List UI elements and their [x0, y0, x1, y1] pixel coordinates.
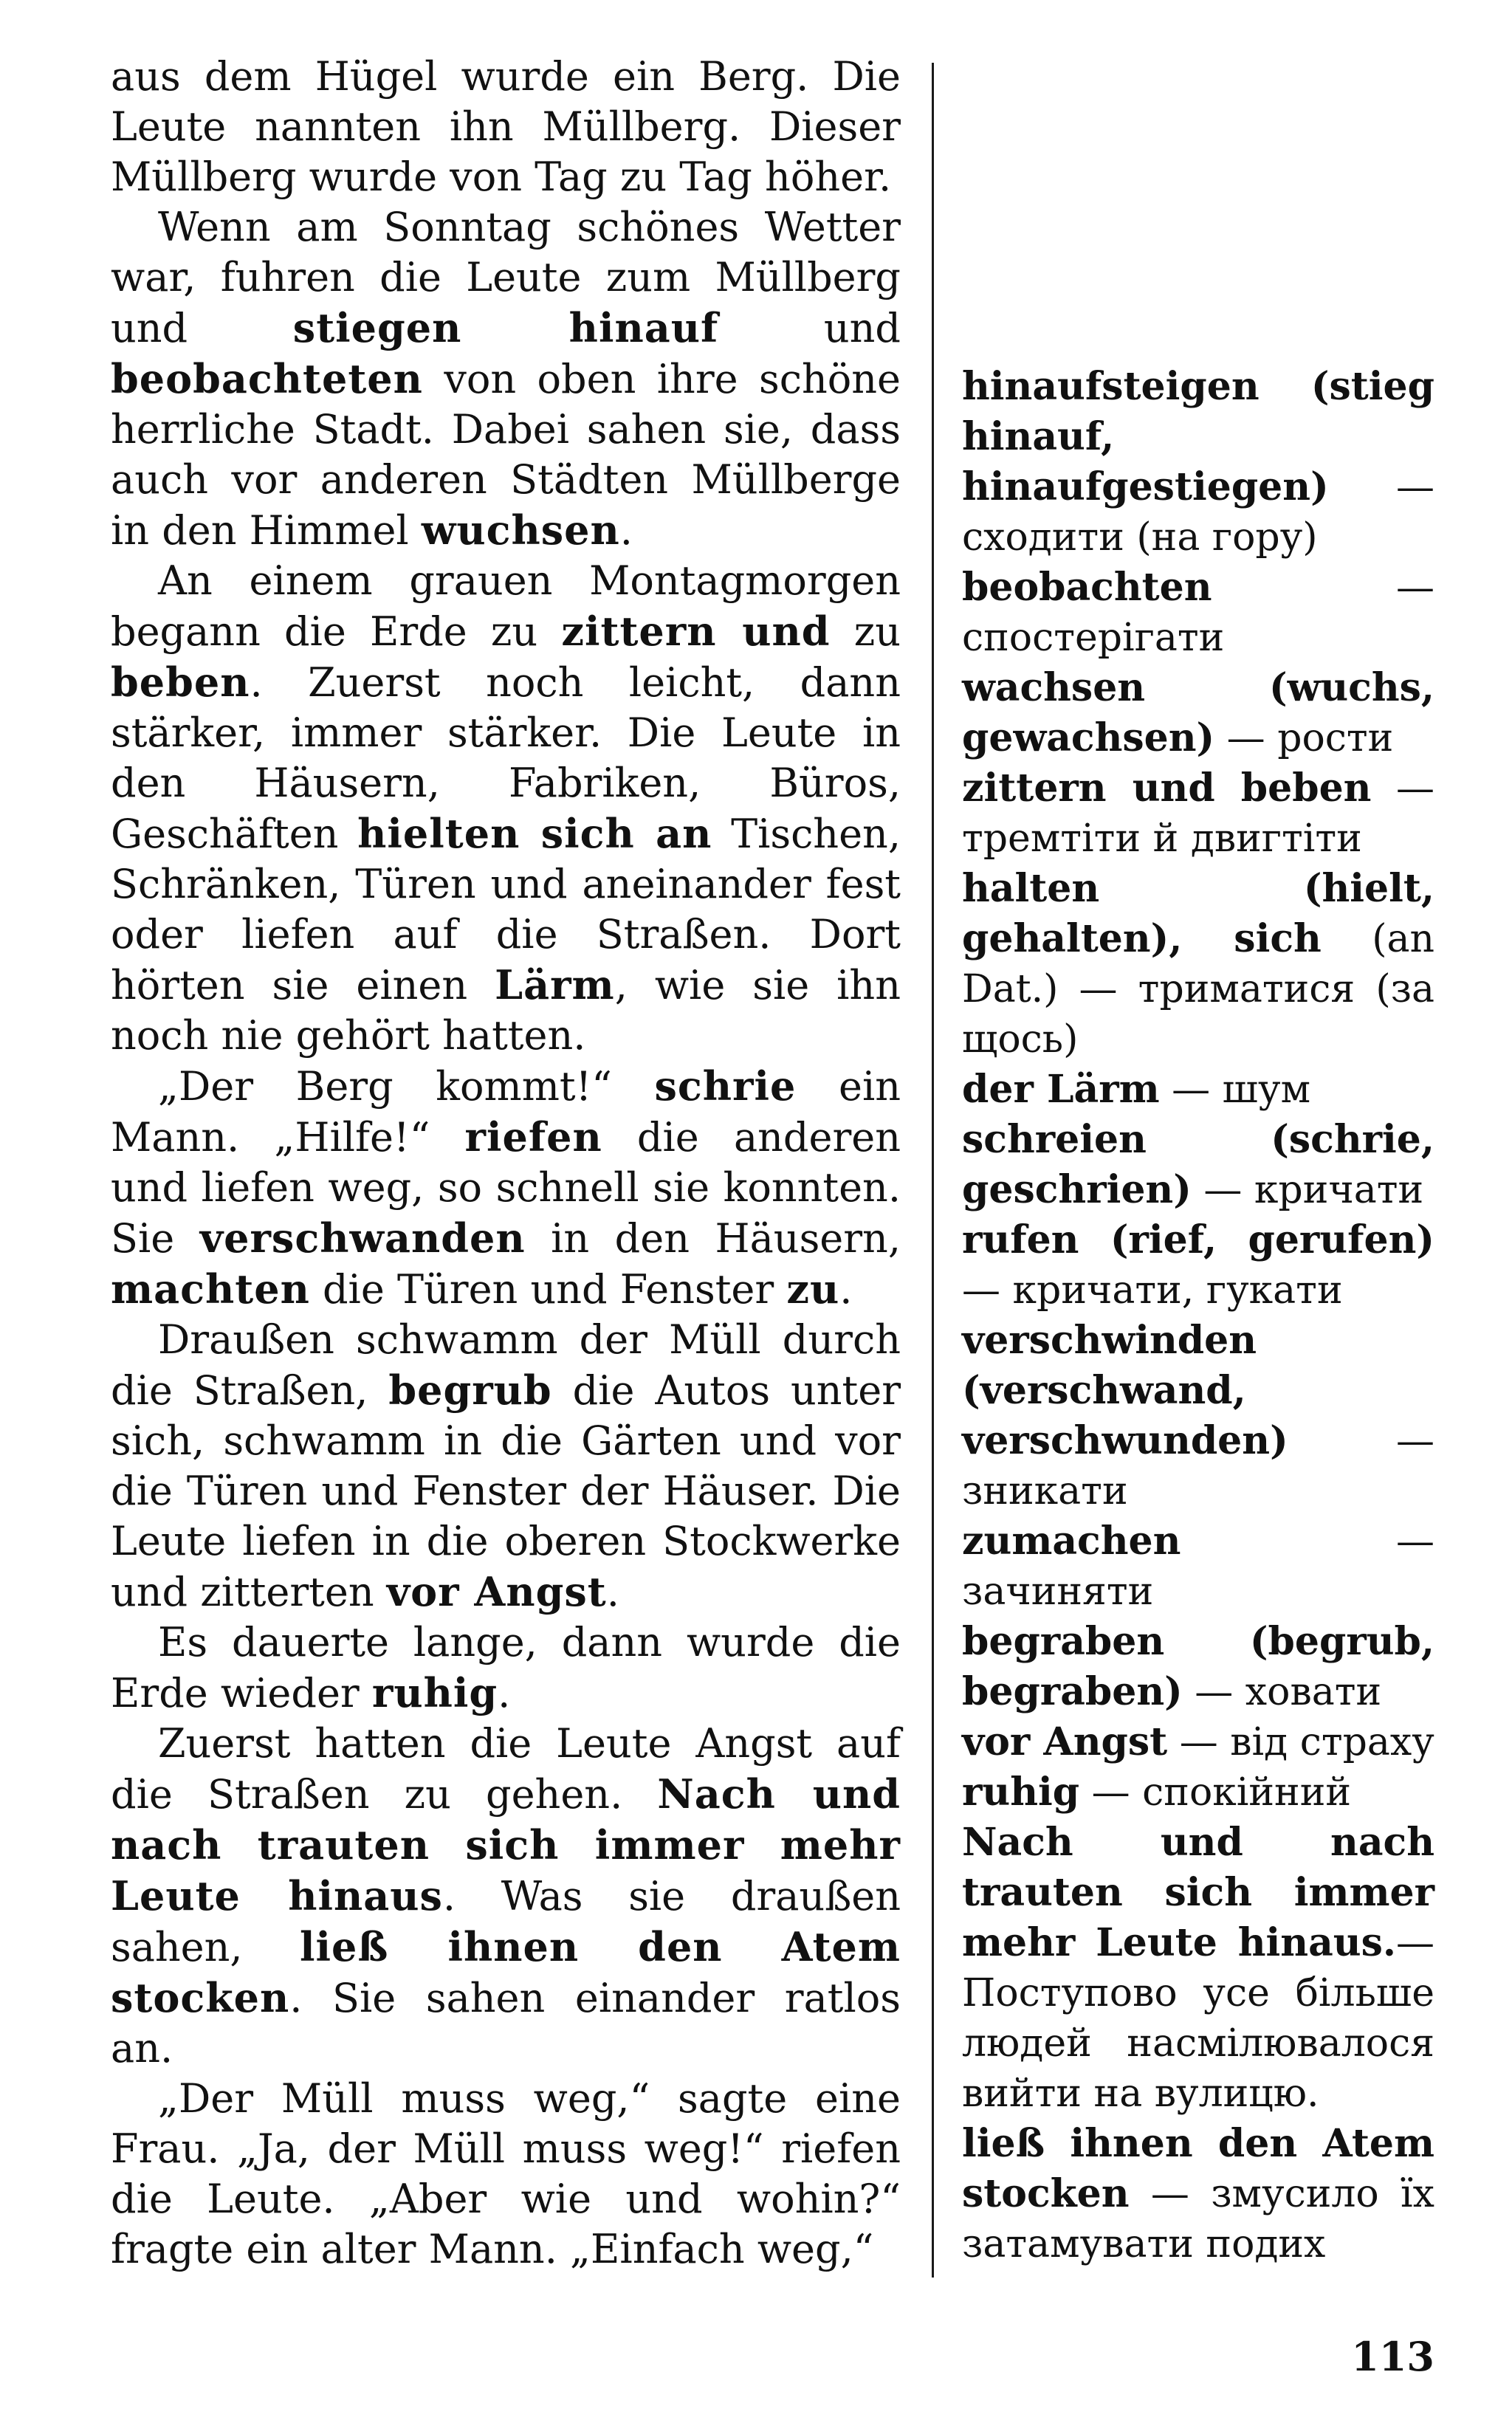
- vocab-entry: [962, 2119, 1434, 2269]
- vocab-translation: — кричати: [1191, 1168, 1424, 1212]
- paragraph-3-text-5: , wie sie ihn noch nie gehört hatten.: [111, 962, 901, 1059]
- vocab-translation: (an Dat.) — триматися (за щось): [962, 917, 1435, 1062]
- paragraph-4-text-5: die Türen und Fenster: [309, 1266, 787, 1313]
- vocab-translation: — сходити (на гору): [962, 465, 1434, 560]
- paragraph-1-text: aus dem Hügel wurde ein Berg. Die Leute nannten ihn Müllberg. Dieser Müllberg wurde von Tag zu Tag höher.: [111, 53, 901, 200]
- vocab-term: ruhig: [962, 1770, 1080, 1815]
- paragraph-7: [111, 1719, 901, 2074]
- vocab-term: halten (hielt, gehalten), sich: [962, 866, 1434, 961]
- highlight-zu: zu: [786, 1265, 840, 1313]
- vocab-term: Nach und nach trauten sich immer mehr Leute hinaus.: [962, 1820, 1434, 1965]
- highlight-riefen: riefen: [464, 1113, 602, 1161]
- vocab-term: begraben (begrub, begraben): [962, 1619, 1434, 1714]
- vocab-term: rufen (rief, gerufen): [962, 1217, 1434, 1262]
- vocab-entry: [962, 663, 1434, 763]
- highlight-zittern-und: zittern und: [561, 608, 831, 655]
- vocab-entry: [962, 1767, 1434, 1818]
- vocab-translation: — шум: [1159, 1068, 1311, 1112]
- highlight-hielten-sich-an: hielten sich an: [357, 810, 712, 857]
- highlight-schrie: schrie: [654, 1062, 797, 1110]
- vocab-term: der Lärm: [962, 1067, 1160, 1112]
- paragraph-7-text-2: . Was sie draußen sahen,: [111, 1873, 901, 1970]
- highlight-nach-und-nach: Nach und nach trauten sich immer mehr Leute hinaus: [111, 1770, 901, 1919]
- highlight-beben: beben: [111, 659, 250, 706]
- vocab-term: vor Angst: [962, 1719, 1168, 1764]
- paragraph-4-text-6: .: [839, 1266, 853, 1313]
- vocab-translation: — змусило їх затамувати подих: [962, 2172, 1434, 2266]
- paragraph-7-text-3: . Sie sahen einander ratlos an.: [111, 1975, 901, 2072]
- paragraph-8-text-1: „Der Müll muss weg,“ sagte eine Frau. „Ja, der Müll muss weg!“ riefen die Leute. „Aber wie und wohin?“ fragte ein alter Mann. „Einfach weg,“: [111, 2075, 901, 2272]
- vocab-translation: — ховати: [1182, 1670, 1382, 1714]
- paragraph-7-text-1: Zuerst hatten die Leute Angst auf die Straßen zu gehen.: [111, 1720, 901, 1818]
- vocab-translation: — від страху: [1167, 1720, 1434, 1764]
- vocab-entry: [962, 1717, 1434, 1767]
- vocab-translation: — зникати: [962, 1419, 1434, 1513]
- paragraph-3-text-3: . Zuerst noch leicht, dann stärker, immer stärker. Die Leute in den Häusern, Fabriken, Büros, Geschäften: [111, 659, 901, 857]
- paragraph-2-text-2: und: [718, 305, 901, 351]
- paragraph-6-text-2: .: [498, 1670, 511, 1716]
- highlight-wuchsen: wuchsen: [421, 506, 620, 554]
- vocab-term: verschwinden (verschwand, verschwunden): [962, 1318, 1288, 1463]
- vocab-translation: — рости: [1214, 716, 1394, 760]
- vocab-entry: [962, 362, 1434, 563]
- paragraph-4: [111, 1061, 901, 1315]
- vocab-translation: — спостерігати: [962, 566, 1434, 660]
- vocab-entry: [962, 1215, 1434, 1316]
- highlight-begrub: begrub: [388, 1367, 552, 1414]
- vocab-entry: [962, 1316, 1434, 1516]
- highlight-ruhig: ruhig: [371, 1669, 498, 1716]
- paragraph-2-text-3: von oben ihre schöne herrliche Stadt. Dabei sahen sie, dass auch vor anderen Städten Müllberge in den Himmel: [111, 356, 901, 554]
- vocabulary-column: [962, 362, 1434, 2269]
- paragraph-2: [111, 202, 901, 556]
- vocab-entry: [962, 1617, 1434, 1717]
- paragraph-3-text-2: zu: [830, 608, 901, 655]
- paragraph-5-text-1: Draußen schwamm der Müll durch die Straßen,: [111, 1316, 901, 1414]
- highlight-vor-angst: vor Angst: [386, 1568, 607, 1615]
- vocab-term: schreien (schrie, geschrien): [962, 1117, 1434, 1212]
- paragraph-2-text-1: Wenn am Sonntag schönes Wetter war, fuhren die Leute zum Müllberg und: [111, 204, 901, 351]
- highlight-machten: machten: [111, 1265, 310, 1313]
- vocab-term: zumachen: [962, 1519, 1181, 1564]
- paragraph-2-text-4: .: [619, 507, 633, 554]
- paragraph-3-text-1: An einem grauen Montagmorgen begann die Erde zu: [111, 557, 901, 655]
- vocab-entry: [962, 763, 1434, 864]
- vocab-term: hinaufsteigen (stieg hinauf, hinaufgestiegen): [962, 364, 1434, 509]
- paragraph-5: [111, 1315, 901, 1618]
- vocab-entry: [962, 1065, 1434, 1115]
- vocab-translation: — спокійний: [1079, 1770, 1352, 1815]
- paragraph-4-text-3: die anderen und liefen weg, so schnell sie konnten. Sie: [111, 1114, 901, 1262]
- vocab-entry: [962, 1115, 1434, 1215]
- vocab-entry: [962, 563, 1434, 663]
- paragraph-4-text-2: ein Mann. „Hilfe!“: [111, 1063, 901, 1161]
- vocab-entry: [962, 1818, 1434, 2119]
- vocab-entry: [962, 864, 1434, 1065]
- paragraph-5-text-2: die Autos unter sich, schwamm in die Gärten und vor die Türen und Fenster der Häuser. Die Leute liefen in die oberen Stockwerke und zitterten: [111, 1367, 901, 1615]
- highlight-beobachteten: beobachteten: [111, 355, 423, 402]
- paragraph-6: [111, 1618, 901, 1719]
- highlight-stiegen-hinauf: stiegen hinauf: [292, 304, 719, 351]
- page-number: 113: [1351, 2333, 1434, 2380]
- paragraph-4-text-4: in den Häusern,: [525, 1215, 901, 1262]
- paragraph-8: [111, 2074, 901, 2275]
- vocab-translation: — зачиняти: [962, 1519, 1434, 1614]
- paragraph-4-text-1: „Der Berg kommt!“: [158, 1063, 655, 1110]
- vocab-translation: — Поступово усе більше людей насмілювалося вийти на вулицю.: [962, 1921, 1434, 2116]
- vocab-term: zittern und beben: [962, 766, 1372, 811]
- highlight-laerm: Lärm: [495, 961, 615, 1008]
- main-text-column: [111, 52, 901, 2275]
- highlight-verschwanden: verschwanden: [199, 1214, 526, 1262]
- paragraph-3-text-4: Tischen, Schränken, Türen und aneinander fest oder liefen auf die Straßen. Dort hörten sie einen: [111, 811, 901, 1008]
- vocab-term: beobachten: [962, 565, 1212, 610]
- vocab-translation: — тремтіти й двигтіти: [962, 766, 1435, 861]
- paragraph-5-text-3: .: [606, 1569, 619, 1615]
- column-divider: [932, 63, 934, 2278]
- paragraph-6-text-1: Es dauerte lange, dann wurde die Erde wieder: [111, 1619, 901, 1716]
- paragraph-3: [111, 556, 901, 1061]
- vocab-term: ließ ihnen den Atem stocken: [962, 2121, 1434, 2216]
- vocab-translation: — кричати, гукати: [962, 1268, 1343, 1313]
- highlight-atem-stocken: ließ ihnen den Atem stocken: [111, 1923, 901, 2021]
- vocab-term: wachsen (wuchs, gewachsen): [962, 665, 1434, 760]
- paragraph-1: [111, 52, 901, 202]
- vocab-entry: [962, 1516, 1434, 1617]
